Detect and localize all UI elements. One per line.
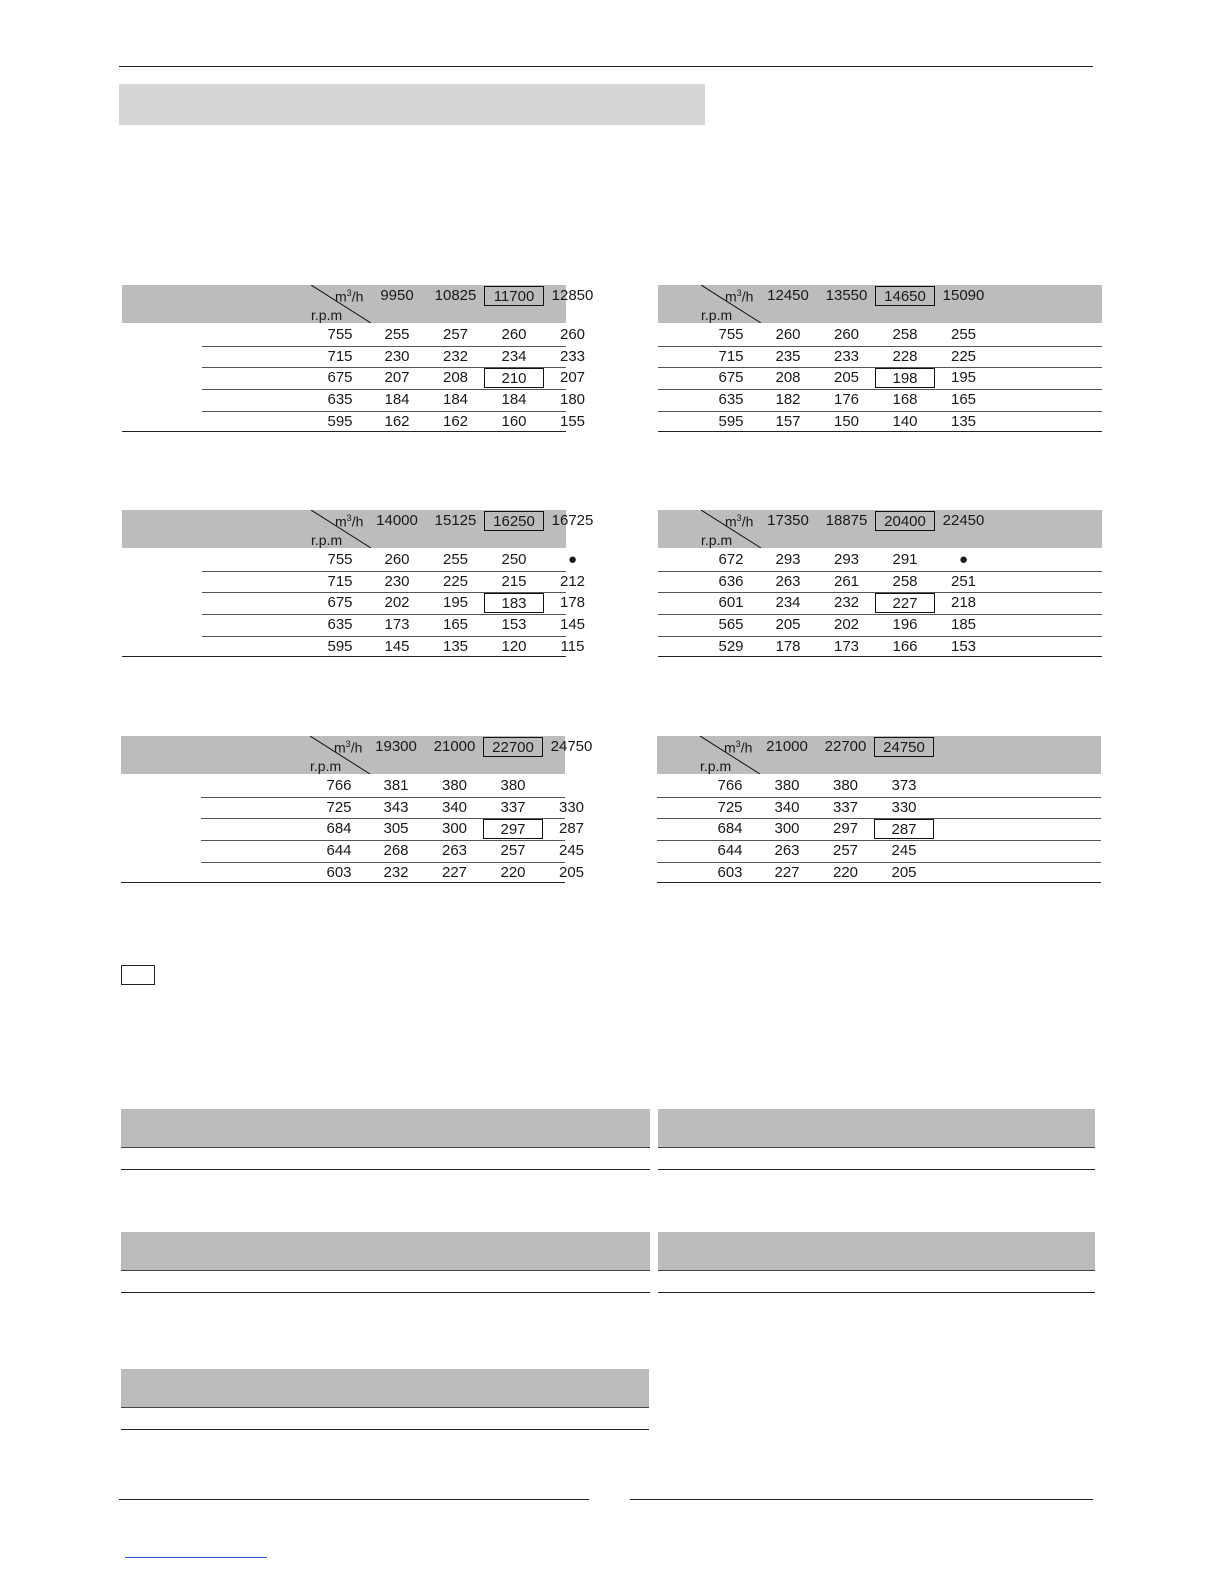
pressure-value: 257 <box>442 326 469 343</box>
pressure-value: 373 <box>891 777 917 794</box>
rpm-value: 595 <box>327 637 353 655</box>
flow-header-value: 12450 <box>767 287 809 304</box>
rpm-value: 766 <box>717 777 743 794</box>
pressure-value: 258 <box>892 572 918 590</box>
flow-unit-label <box>335 513 363 530</box>
pressure-value: 337 <box>500 798 526 816</box>
pressure-value: 297 <box>483 819 543 839</box>
flow-header-value: 22450 <box>942 512 985 529</box>
pressure-value: 337 <box>832 798 859 816</box>
pressure-value: 184 <box>442 391 469 409</box>
pressure-value: 245 <box>891 842 917 860</box>
pressure-value: 227 <box>774 863 800 881</box>
flow-unit-label <box>724 739 752 756</box>
pressure-value: 260 <box>775 326 801 343</box>
pressure-value: 165 <box>442 616 469 634</box>
blank-table-header <box>658 1232 1095 1270</box>
pressure-value: 232 <box>442 347 469 365</box>
rpm-label: r.p.m <box>311 307 343 323</box>
pressure-value: 178 <box>559 594 586 612</box>
pressure-value: 300 <box>441 820 468 838</box>
pressure-value: 220 <box>832 863 859 881</box>
pressure-value: 157 <box>775 412 801 430</box>
rpm-value: 565 <box>718 616 744 634</box>
pressure-value: 184 <box>501 391 527 409</box>
pressure-value <box>933 776 993 796</box>
unit-suffix: /h <box>741 513 754 530</box>
rpm-value: 755 <box>327 551 353 568</box>
pressure-value: 210 <box>484 368 544 388</box>
pressure-value: ● <box>567 551 578 568</box>
unit-exponent: 3 <box>346 513 352 523</box>
pressure-value: 202 <box>384 594 410 612</box>
flow-header-value: 17350 <box>767 512 809 529</box>
rpm-value: 635 <box>718 391 744 409</box>
rpm-value: 675 <box>718 369 744 387</box>
footer-link-underline[interactable] <box>125 1557 267 1558</box>
flow-unit-label <box>725 288 753 305</box>
flow-unit-label <box>725 513 753 530</box>
rpm-value: 725 <box>717 798 743 816</box>
pressure-value: 202 <box>833 616 860 634</box>
pressure-value: 196 <box>892 616 918 634</box>
rpm-value: 684 <box>717 820 743 838</box>
blank-table-rule <box>121 1270 650 1271</box>
pressure-value: 233 <box>559 347 586 365</box>
pressure-value: 195 <box>950 369 977 387</box>
pressure-value: 232 <box>383 863 409 881</box>
pressure-value <box>933 863 993 883</box>
rpm-value: 595 <box>718 412 744 430</box>
unit-exponent: 3 <box>736 513 742 523</box>
pressure-value: 212 <box>559 572 586 590</box>
flow-header-value: 13550 <box>825 287 868 304</box>
pressure-value: 205 <box>833 369 860 387</box>
pressure-value: 150 <box>833 412 860 430</box>
unit-suffix: /h <box>740 739 753 756</box>
pressure-value: 145 <box>559 616 586 634</box>
blank-table-rule <box>121 1147 650 1148</box>
pressure-value: 305 <box>383 820 409 838</box>
blank-table-header <box>658 1109 1095 1147</box>
rpm-value: 672 <box>718 551 744 568</box>
pressure-value: 245 <box>558 842 585 860</box>
blank-table-rule <box>658 1169 1095 1170</box>
rpm-value: 675 <box>327 369 353 387</box>
pressure-value: 263 <box>441 842 468 860</box>
unit-suffix: /h <box>741 288 754 305</box>
pressure-value: 183 <box>484 593 544 613</box>
pressure-value: 251 <box>950 572 977 590</box>
pressure-value: 380 <box>774 777 800 794</box>
rpm-value: 725 <box>326 798 352 816</box>
flow-header-value: 21000 <box>433 738 476 755</box>
rpm-value: 715 <box>327 347 353 365</box>
pressure-value: 260 <box>559 326 586 343</box>
pressure-value: 297 <box>832 820 859 838</box>
rpm-value: 684 <box>326 820 352 838</box>
rpm-value: 755 <box>718 326 744 343</box>
pressure-value: 207 <box>384 369 410 387</box>
pressure-value: ● <box>958 551 969 568</box>
pressure-value: 218 <box>950 594 977 612</box>
pressure-value: 287 <box>874 819 934 839</box>
rpm-label: r.p.m <box>701 307 733 323</box>
table-bottom-rule <box>122 431 566 432</box>
rpm-value: 595 <box>327 412 353 430</box>
flow-header-value: 16250 <box>484 511 544 531</box>
pressure-value: 291 <box>892 551 918 568</box>
flow-header-value: 18875 <box>825 512 868 529</box>
pressure-value: 250 <box>501 551 527 568</box>
blank-table-2-right <box>658 1232 1095 1294</box>
rpm-value: 675 <box>327 594 353 612</box>
rpm-label: r.p.m <box>701 532 733 548</box>
flow-header-value: 14000 <box>376 512 418 529</box>
pressure-value: 230 <box>384 347 410 365</box>
pressure-value: 225 <box>442 572 469 590</box>
blank-table-header <box>121 1369 649 1407</box>
rpm-value: 636 <box>718 572 744 590</box>
performance-table <box>658 510 1102 658</box>
flow-header-value: 14650 <box>875 286 935 306</box>
pressure-value: 258 <box>892 326 918 343</box>
pressure-value: 184 <box>384 391 410 409</box>
flow-header-value: 15090 <box>942 287 985 304</box>
table-bottom-rule <box>121 882 565 883</box>
pressure-value: 208 <box>442 369 469 387</box>
pressure-value: 233 <box>833 347 860 365</box>
flow-header-value: 19300 <box>375 738 417 755</box>
unit-exponent: 3 <box>736 288 742 298</box>
flow-unit-label <box>334 739 362 756</box>
top-rule <box>119 66 1093 67</box>
pressure-value: 263 <box>774 842 800 860</box>
unit-base: m <box>335 513 347 530</box>
blank-table-rule <box>121 1169 650 1170</box>
table-bottom-rule <box>657 882 1101 883</box>
pressure-value: 205 <box>558 863 585 881</box>
pressure-value: 135 <box>950 412 977 430</box>
pressure-value: 178 <box>775 637 801 655</box>
pressure-value: 140 <box>892 412 918 430</box>
pressure-value: 215 <box>501 572 527 590</box>
blank-table-1-right <box>658 1109 1095 1171</box>
rpm-value: 603 <box>326 863 352 881</box>
rpm-value: 635 <box>327 391 353 409</box>
flow-header-value: 24750 <box>550 738 593 755</box>
pressure-value: 225 <box>950 347 977 365</box>
blank-table-2-left <box>121 1232 650 1294</box>
pressure-value: 220 <box>500 863 526 881</box>
pressure-value: 380 <box>441 777 468 794</box>
flow-header-value: 15125 <box>434 512 477 529</box>
pressure-value: 198 <box>875 368 935 388</box>
pressure-value: 255 <box>442 551 469 568</box>
unit-exponent: 3 <box>735 739 741 749</box>
blank-table-rule <box>121 1292 650 1293</box>
rpm-value: 715 <box>718 347 744 365</box>
pressure-value: 208 <box>775 369 801 387</box>
pressure-value: 260 <box>501 326 527 343</box>
blank-table-rule <box>121 1429 649 1430</box>
pressure-value <box>933 819 993 839</box>
flow-header-value <box>933 737 993 757</box>
table-bottom-rule <box>122 656 566 657</box>
performance-table <box>121 736 593 884</box>
flow-header-value: 16725 <box>551 512 594 529</box>
table-bottom-rule <box>658 656 1102 657</box>
flow-header-value: 22700 <box>483 737 543 757</box>
pressure-value: 255 <box>950 326 977 343</box>
blank-table-header <box>121 1109 650 1147</box>
rpm-value: 766 <box>326 777 352 794</box>
pressure-value: 195 <box>442 594 469 612</box>
pressure-value: 120 <box>501 637 527 655</box>
flow-header-value: 20400 <box>875 511 935 531</box>
pressure-value: 268 <box>383 842 409 860</box>
section-title-bar <box>119 84 705 125</box>
blank-table-header <box>121 1232 650 1270</box>
pressure-value: 135 <box>442 637 469 655</box>
pressure-value: 227 <box>441 863 468 881</box>
pressure-value: 176 <box>833 391 860 409</box>
legend-nominal-point-box <box>121 965 155 985</box>
footer-rule-right <box>630 1499 1093 1500</box>
pressure-value: 260 <box>833 326 860 343</box>
pressure-value: 287 <box>558 820 585 838</box>
table-bottom-rule <box>658 431 1102 432</box>
pressure-value: 234 <box>775 594 801 612</box>
pressure-value: 300 <box>774 820 800 838</box>
performance-table <box>122 285 594 433</box>
rpm-value: 644 <box>326 842 352 860</box>
rpm-value: 529 <box>718 637 744 655</box>
rpm-value: 601 <box>718 594 744 612</box>
pressure-value: 115 <box>560 637 585 655</box>
performance-table <box>658 285 1102 433</box>
pressure-value: 293 <box>833 551 860 568</box>
pressure-value: 227 <box>875 593 935 613</box>
pressure-value: 293 <box>775 551 801 568</box>
rpm-label: r.p.m <box>700 758 732 774</box>
unit-suffix: /h <box>351 513 364 530</box>
unit-exponent: 3 <box>345 739 351 749</box>
pressure-value: 257 <box>832 842 859 860</box>
pressure-value: 205 <box>891 863 917 881</box>
pressure-value: 340 <box>774 798 800 816</box>
flow-header-value: 21000 <box>766 738 808 755</box>
blank-table-3 <box>121 1369 649 1431</box>
pressure-value: 235 <box>775 347 801 365</box>
pressure-value: 330 <box>891 798 917 816</box>
flow-header-value: 22700 <box>824 738 867 755</box>
pressure-value: 166 <box>892 637 918 655</box>
unit-exponent: 3 <box>346 288 352 298</box>
pressure-value: 182 <box>775 391 801 409</box>
pressure-value: 257 <box>500 842 526 860</box>
pressure-value <box>933 798 993 818</box>
rpm-value: 603 <box>717 863 743 881</box>
blank-table-rule <box>121 1407 649 1408</box>
rpm-value: 635 <box>327 616 353 634</box>
performance-table <box>122 510 594 658</box>
pressure-value: 255 <box>384 326 410 343</box>
unit-suffix: /h <box>351 288 364 305</box>
unit-base: m <box>725 513 737 530</box>
rpm-value: 755 <box>327 326 353 343</box>
pressure-value: 343 <box>383 798 409 816</box>
footer-rule-left <box>119 1499 589 1500</box>
flow-header-value: 9950 <box>380 287 414 304</box>
blank-table-rule <box>658 1147 1095 1148</box>
pressure-value: 228 <box>892 347 918 365</box>
pressure-value: 234 <box>501 347 527 365</box>
pressure-value: 232 <box>833 594 860 612</box>
pressure-value: 145 <box>384 637 410 655</box>
flow-header-value: 12850 <box>551 287 594 304</box>
pressure-value: 230 <box>384 572 410 590</box>
rpm-label: r.p.m <box>310 758 342 774</box>
unit-base: m <box>725 288 737 305</box>
pressure-value: 153 <box>501 616 527 634</box>
rpm-value: 715 <box>327 572 353 590</box>
blank-table-1-left <box>121 1109 650 1171</box>
pressure-value: 185 <box>950 616 977 634</box>
pressure-value: 160 <box>501 412 527 430</box>
pressure-value: 173 <box>833 637 860 655</box>
pressure-value: 260 <box>384 551 410 568</box>
flow-unit-label <box>335 288 363 305</box>
pressure-value: 155 <box>559 412 586 430</box>
unit-base: m <box>724 739 736 756</box>
pressure-value: 162 <box>384 412 410 430</box>
pressure-value: 380 <box>832 777 859 794</box>
pressure-value: 330 <box>558 798 585 816</box>
pressure-value: 173 <box>384 616 410 634</box>
pressure-value: 263 <box>775 572 801 590</box>
pressure-value: 165 <box>950 391 977 409</box>
pressure-value: 207 <box>559 369 586 387</box>
pressure-value: 381 <box>383 777 409 794</box>
pressure-value: 380 <box>500 777 526 794</box>
rpm-label: r.p.m <box>311 532 343 548</box>
pressure-value: 340 <box>441 798 468 816</box>
pressure-value: 162 <box>442 412 469 430</box>
unit-suffix: /h <box>350 739 363 756</box>
pressure-value: 261 <box>833 572 860 590</box>
performance-table <box>657 736 1101 884</box>
flow-header-value: 10825 <box>434 287 477 304</box>
unit-base: m <box>335 288 347 305</box>
unit-base: m <box>334 739 346 756</box>
blank-table-rule <box>658 1270 1095 1271</box>
blank-table-rule <box>658 1292 1095 1293</box>
pressure-value: 168 <box>892 391 918 409</box>
flow-header-value: 24750 <box>874 737 934 757</box>
pressure-value <box>933 841 993 861</box>
rpm-value: 644 <box>717 842 743 860</box>
pressure-value: 153 <box>950 637 977 655</box>
pressure-value <box>542 776 602 796</box>
flow-header-value: 11700 <box>484 286 544 306</box>
pressure-value: 205 <box>775 616 801 634</box>
pressure-value: 180 <box>559 391 586 409</box>
